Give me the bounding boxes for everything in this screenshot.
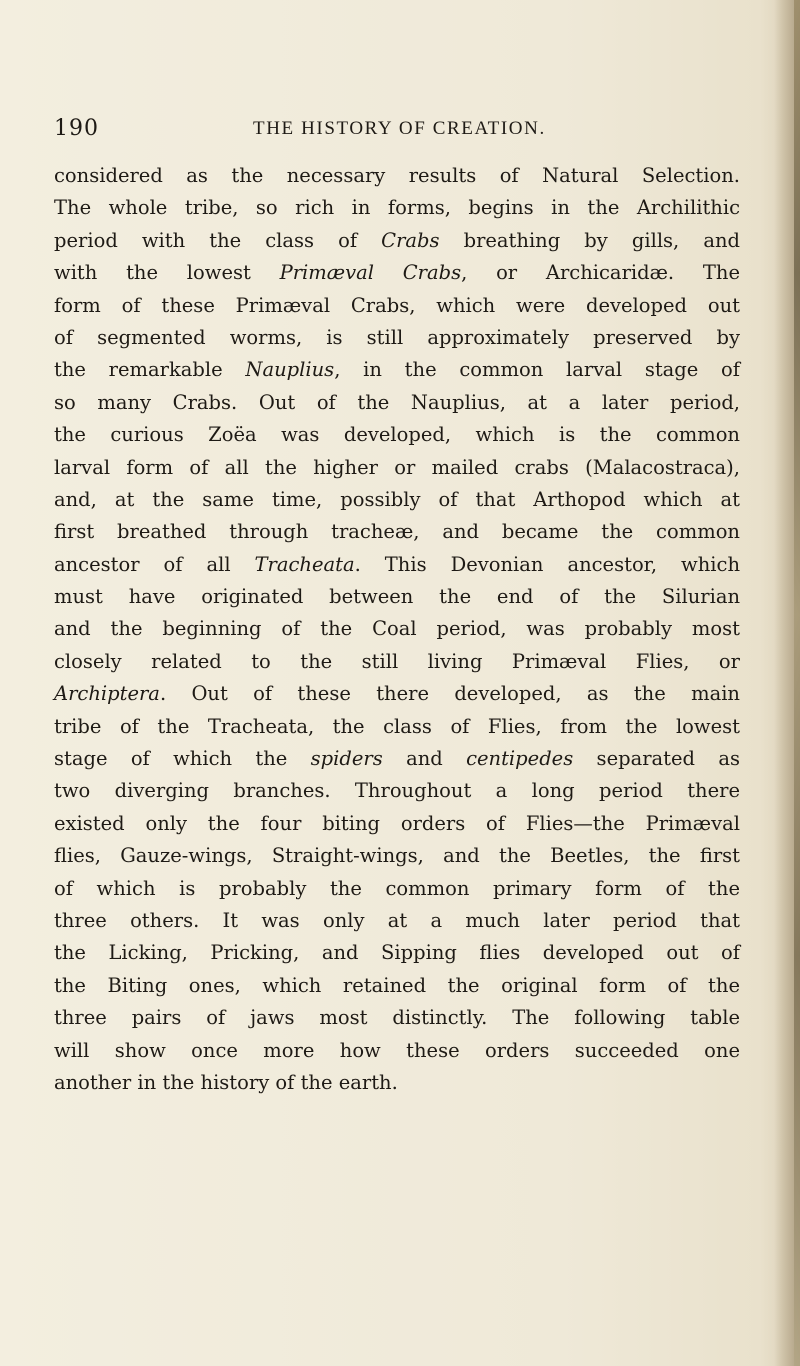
page-header — [54, 116, 744, 146]
text-segment: of which is probably the common primary form of the — [54, 876, 740, 900]
text-segment: must have originated between the end of the Silurian — [54, 585, 740, 609]
text-line — [54, 354, 740, 386]
text-segment: will show once more how these orders succeeded one — [54, 1038, 740, 1062]
text-line — [54, 646, 740, 678]
text-segment: two diverging branches. Throughout a long period there — [54, 779, 740, 803]
text-line — [54, 225, 740, 257]
text-segment: tribe of the Tracheata, the class of Flies, from the lowest — [54, 714, 740, 738]
text-line — [54, 549, 740, 581]
text-line — [54, 678, 740, 710]
italic-term: Crabs — [381, 228, 440, 252]
text-segment: and, at the same time, possibly of that Arthopod which at — [54, 487, 740, 511]
text-segment: three pairs of jaws most distinctly. The following table — [54, 1006, 740, 1030]
italic-term: Tracheata — [254, 552, 355, 576]
text-segment: another in the history of the earth. — [54, 1070, 398, 1094]
text-segment: breathing by gills, and — [439, 228, 740, 252]
text-line — [54, 873, 740, 905]
text-segment: so many Crabs. Out of the Nauplius, at a later period, — [54, 390, 740, 414]
text-line — [54, 192, 740, 224]
text-line — [54, 1035, 740, 1067]
italic-term: Primæval Crabs — [279, 261, 462, 285]
text-line — [54, 257, 740, 289]
text-segment: flies, Gauze-wings, Straight-wings, and the Beetles, the first — [54, 844, 740, 868]
text-segment: closely related to the still living Primæval Flies, or — [54, 649, 740, 673]
text-segment: existed only the four biting orders of Flies—the Primæval — [54, 811, 740, 835]
text-line — [54, 743, 740, 775]
text-line — [54, 840, 740, 872]
text-segment: first breathed through tracheæ, and became the common — [54, 520, 740, 544]
text-line — [54, 387, 740, 419]
text-line — [54, 452, 740, 484]
text-line — [54, 970, 740, 1002]
text-segment: period with the class of — [54, 228, 382, 252]
text-segment: stage of which the — [54, 747, 311, 771]
text-line — [54, 419, 740, 451]
italic-term: centipedes — [466, 747, 574, 771]
text-segment: the Licking, Pricking, and Sipping flies developed out of — [54, 941, 740, 965]
text-segment: considered as the necessary results of Natural Selection. — [54, 164, 740, 187]
text-line — [54, 937, 740, 969]
text-segment: the Biting ones, which retained the original form of the — [54, 973, 740, 997]
text-line — [54, 1002, 740, 1034]
text-segment: and — [382, 747, 467, 771]
text-line — [54, 322, 740, 354]
text-segment: form of these Primæval Crabs, which were developed out — [54, 293, 740, 317]
text-segment: , in the common larval stage of — [334, 358, 740, 382]
page-number: 190 — [54, 116, 99, 141]
text-segment: with the lowest — [54, 261, 280, 285]
text-line — [54, 484, 740, 516]
text-segment: and the beginning of the Coal period, was probably most — [54, 617, 740, 641]
italic-term: Nauplius — [245, 358, 335, 382]
text-segment: . This Devonian ancestor, which — [354, 552, 741, 576]
text-line — [54, 808, 740, 840]
text-segment: of segmented worms, is still approximately preserved by — [54, 325, 740, 349]
text-line — [54, 775, 740, 807]
italic-term: Archiptera — [54, 682, 160, 706]
text-line — [54, 516, 740, 548]
text-segment: . Out of these there developed, as the main — [159, 682, 740, 706]
text-line — [54, 1067, 740, 1099]
italic-term: spiders — [310, 747, 383, 771]
text-segment: the remarkable — [54, 358, 246, 382]
text-line — [54, 905, 740, 937]
text-line — [54, 613, 740, 645]
text-line — [54, 581, 740, 613]
page-edge — [794, 0, 800, 1366]
body-paragraph — [54, 160, 740, 1099]
text-line — [54, 711, 740, 743]
text-segment: the curious Zoëa was developed, which is the common — [54, 423, 740, 447]
text-segment: separated as — [573, 747, 740, 771]
text-line — [54, 160, 740, 192]
text-segment: larval form of all the higher or mailed crabs (Malacostraca), — [54, 455, 740, 479]
running-head: THE HISTORY OF CREATION. — [253, 118, 546, 139]
text-line — [54, 290, 740, 322]
text-segment: The whole tribe, so rich in forms, begins in the Archilithic — [54, 196, 740, 220]
text-segment: , or Archicaridæ. The — [461, 261, 740, 285]
text-segment: ancestor of all — [54, 552, 255, 576]
text-segment: three others. It was only at a much later period that — [54, 908, 740, 932]
